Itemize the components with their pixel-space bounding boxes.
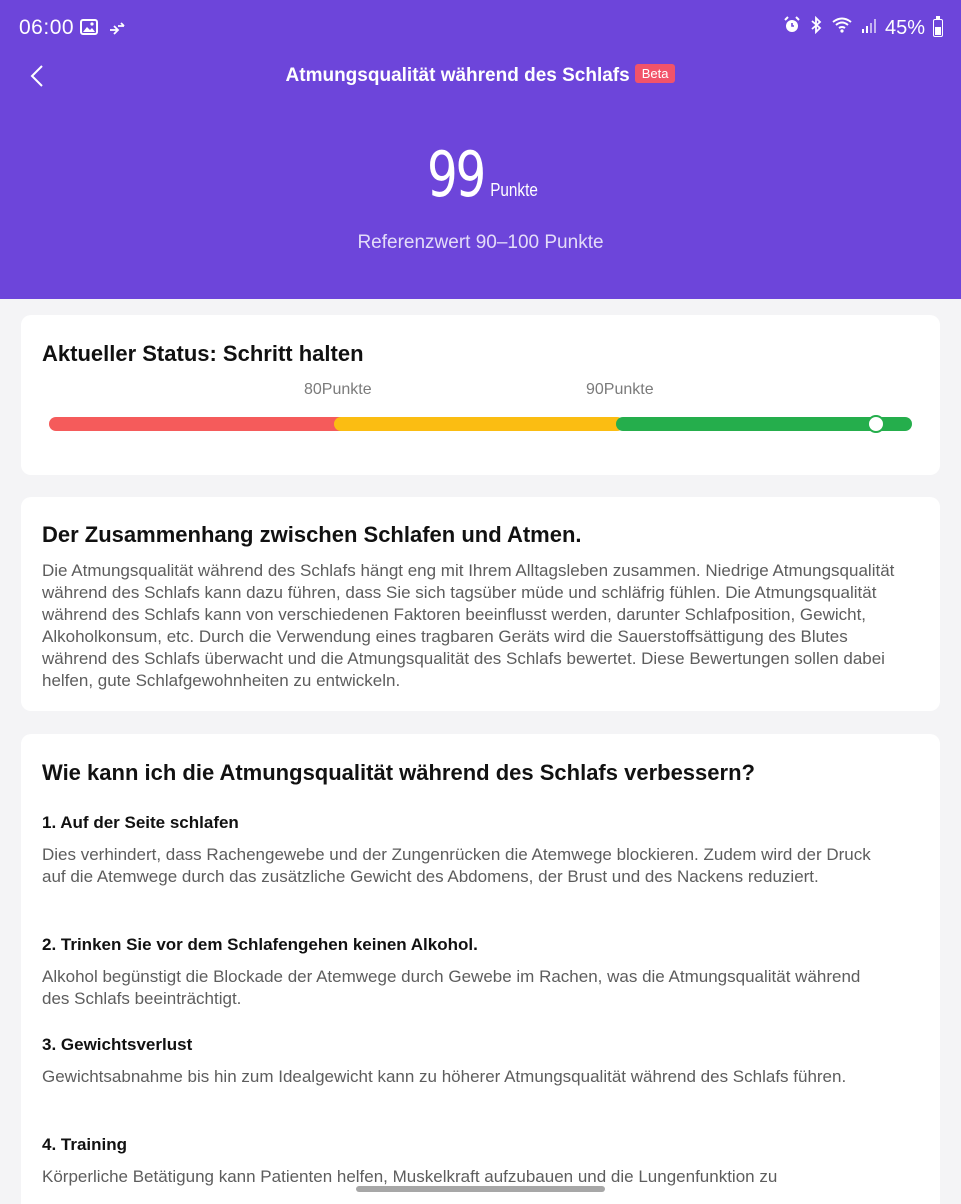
tip-text: Körperliche Betätigung kann Patienten helfen, Muskelkraft aufzubauen und die Lungenfunktion zu [42,1167,778,1186]
scale-bar-low [49,417,349,431]
status-time: 06:00 [19,16,75,39]
tip-item [42,1035,890,1088]
battery-icon [933,19,943,37]
score-marker [867,415,885,433]
bluetooth-icon [809,16,823,40]
tips-title: Wie kann ich die Atmungsqualität während des Schlafs verbessern? [42,760,755,785]
relation-title: Der Zusammenhang zwischen Schlafen und Atmen. [42,522,582,547]
alarm-icon [783,16,801,40]
status-title: Aktueller Status: Schritt halten [42,341,364,366]
signal-icon [861,17,877,40]
tip-heading: 1. Auf der Seite schlafen [42,813,239,832]
header [0,0,961,299]
tip-item [42,935,890,1010]
tips-card [21,734,940,1204]
scale-bar-mid [334,417,624,431]
relation-card [21,497,940,711]
tip-text: Gewichtsabnahme bis hin zum Idealgewicht kann zu höherer Atmungsqualität während des Schlafs führen. [42,1067,847,1086]
tip-text: Alkohol begünstigt die Blockade der Atemwege durch Gewebe im Rachen, was die Atmungsqualität während des Schlafs beeinträchtigt. [42,967,861,1008]
tip-item [42,813,890,888]
score-value: 99 [427,138,484,211]
beta-badge: Beta [635,64,676,83]
page-title-text: Atmungsqualität während des Schlafs [285,65,630,86]
image-icon [80,18,98,41]
status-bar [0,0,961,56]
page-title [0,64,961,87]
tip-heading: 4. Training [42,1135,128,1154]
relation-text: Die Atmungsqualität während des Schlafs hängt eng mit Ihrem Alltagsleben zusammen. Niedrige Atmungsqualität während des Schlafs kann dazu führen, dass Sie sich tagsüber müde und schläfrig fühlen. Die Atmungsqualität während des Schlafs kann von verschiedenen Faktoren beeinflusst werden, darunter Schlafposition, Gewicht, Alkoholkonsum, etc. Durch die Verwendung eines tragbaren Geräts wird die Sauerstoffsättigung des Blutes während des Schlafs überwacht und die Atmungsqualität des Schlafs bewertet. Diese Bewertungen sollen dabei helfen, gute Schlafgewohnheiten zu entwickeln. [42,561,895,690]
status-card [21,315,940,475]
data-saver-icon [108,18,126,41]
tip-text: Dies verhindert, dass Rachengewebe und der Zungenrücken die Atemwege blockieren. Zudem wird der Druck auf die Atemwege durch das zusätzliche Gewicht des Abdomens, der Brust und des Nackens reduziert. [42,845,871,886]
home-indicator[interactable] [356,1186,605,1192]
tip-heading: 2. Trinken Sie vor dem Schlafengehen keinen Alkohol. [42,935,478,954]
score-display [0,138,961,211]
scale-label-90: 90Punkte [586,381,654,398]
nav-bar [0,56,961,96]
tip-item [42,1135,890,1188]
scale-label-80: 80Punkte [304,381,372,398]
score-unit: Punkte [490,180,538,200]
wifi-icon [831,16,853,40]
battery-percent: 45% [884,16,925,39]
tip-heading: 3. Gewichtsverlust [42,1035,193,1054]
reference-range: Referenzwert 90–100 Punkte [357,232,604,253]
